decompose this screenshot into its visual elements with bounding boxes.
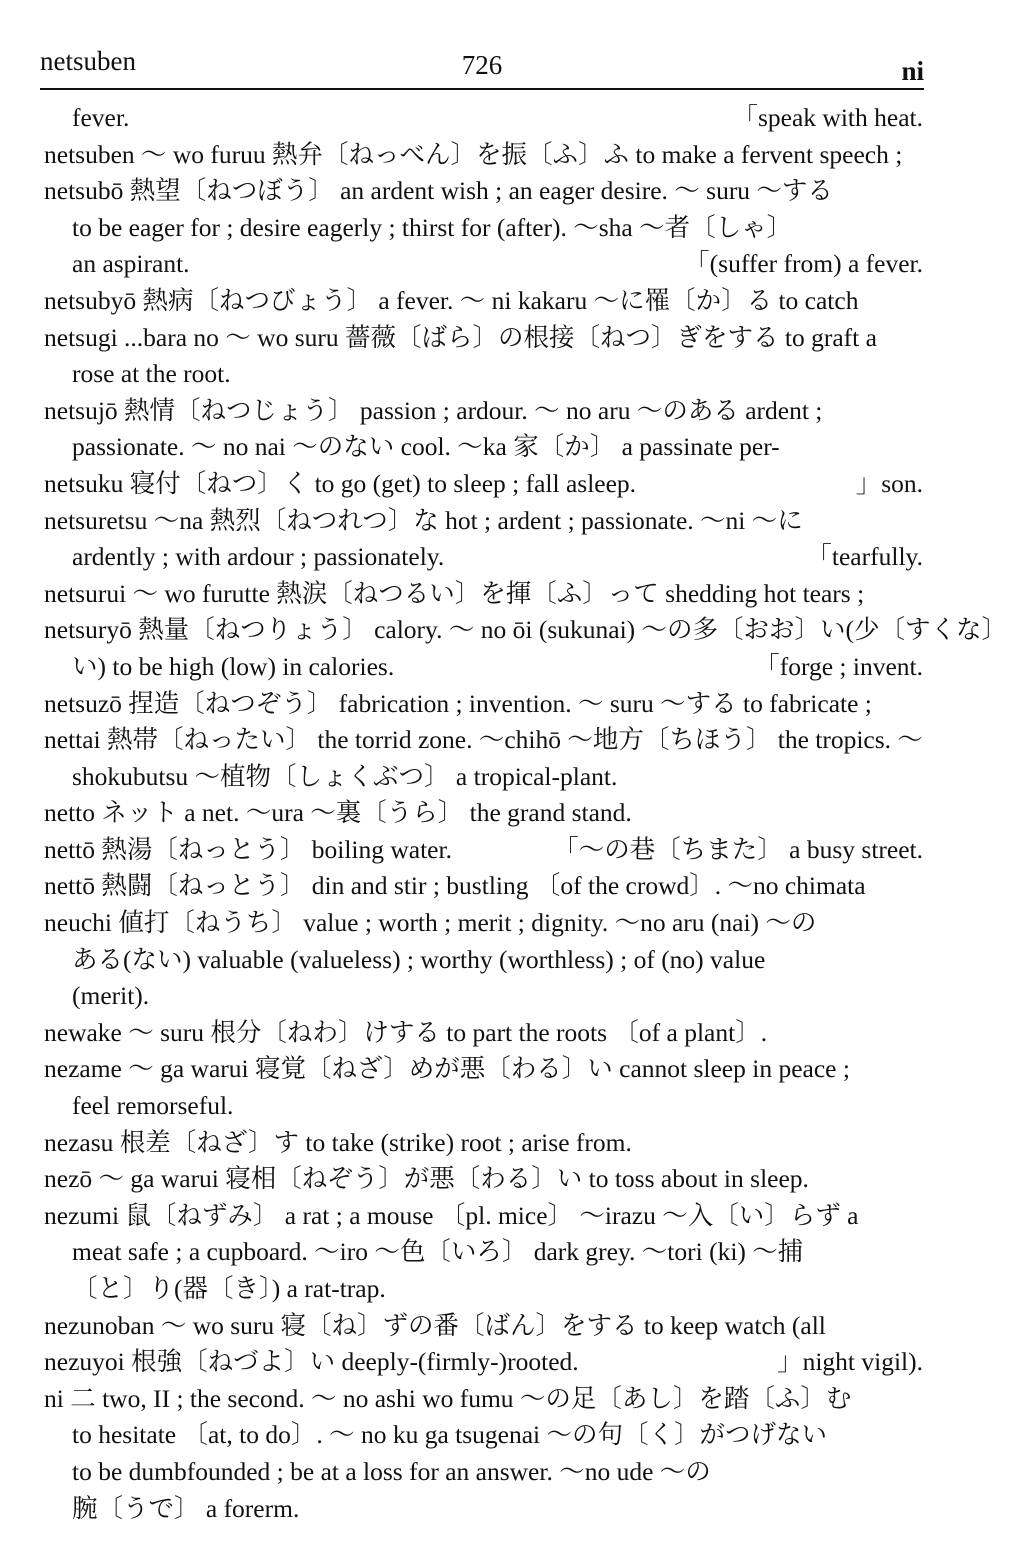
entry-headword-line — [0, 283, 1009, 320]
entry-text: fever. — [72, 103, 130, 132]
entry-headword-line — [0, 722, 1009, 759]
entry-text: 〔と〕り(器〔き〕) a rat-trap. — [72, 1274, 386, 1303]
entry-continuation-line — [0, 978, 1009, 1015]
entry-text: newake 〜 suru 根分〔ねわ〕けする to part the roots 〔of a plant〕. — [44, 1017, 768, 1047]
entry-text: netsuretsu 〜na 熱烈〔ねつれつ〕な hot ; ardent ; passionate. 〜ni 〜に — [44, 505, 803, 535]
entry-headword-line — [0, 612, 1009, 649]
entry-continuation-line — [0, 942, 1009, 979]
entry-text: nettō 熱闘〔ねっとう〕 din and stir ; bustling 〔of the crowd〕. 〜no chimata — [44, 871, 866, 901]
entry-text: rose at the root. — [72, 359, 231, 389]
entry-overflow-note: 」night vigil). — [777, 1347, 923, 1377]
entry-text: 腕〔うで〕 a forerm. — [72, 1493, 300, 1523]
entry-text: netsubō 熱望〔ねつぼう〕 an ardent wish ; an eager desire. 〜 suru 〜する — [44, 176, 833, 206]
entry-overflow-note: 「〜の巷〔ちまた〕 a busy street. — [553, 834, 923, 864]
header-right-guide-word: ni — [901, 56, 924, 86]
entry-headword-line — [0, 905, 1009, 942]
entry-text: an aspirant. — [72, 249, 190, 279]
entry-text: nezame 〜 ga warui 寝覚〔ねざ〕めが悪〔わる〕い cannot sleep in peace ; — [44, 1054, 850, 1084]
entry-text: meat safe ; a cupboard. 〜iro 〜色〔いろ〕 dark grey. 〜tori (ki) 〜捕 — [72, 1237, 804, 1267]
entry-text: netto ネット a net. 〜ura 〜裏〔うら〕 the grand stand. — [44, 798, 632, 828]
entry-text: to be dumbfounded ; be at a loss for an answer. 〜no ude 〜の — [72, 1456, 711, 1486]
entry-headword-line — [0, 173, 1009, 210]
entry-continuation-line — [0, 1491, 1009, 1528]
entry-headword-line — [0, 868, 1009, 905]
entry-headword-line — [0, 320, 1009, 357]
entry-text: netsugi ...bara no 〜 wo suru 薔薇〔ばら〕の根接〔ねつ〕ぎをする to graft a — [44, 322, 877, 352]
entry-headword-line — [0, 503, 1009, 540]
entry-continuation-line — [0, 539, 1009, 576]
entry-continuation-line — [0, 649, 1009, 686]
entry-text: netsuku 寝付〔ねつ〕く to go (get) to sleep ; fall asleep. — [44, 468, 637, 498]
entry-text: nettō 熱湯〔ねっとう〕 boiling water. — [44, 834, 452, 864]
entry-continuation-line — [0, 429, 1009, 466]
entry-text: netsuryō 熱量〔ねつりょう〕 calory. 〜 no ōi (sukunai) 〜の多〔おお〕い(少〔すくな〕 — [44, 615, 1008, 645]
entry-overflow-note: 「(suffer from) a fever. — [684, 249, 923, 279]
entry-overflow-note: 「speak with heat. — [732, 103, 923, 132]
entry-continuation-line — [0, 1271, 1009, 1308]
entry-text: nezumi 鼠〔ねずみ〕 a rat ; a mouse 〔pl. mice〕 〜irazu 〜入〔い〕らず a — [44, 1200, 859, 1230]
entry-text: ある(ない) valuable (valueless) ; worthy (worthless) ; of (no) value — [72, 944, 766, 974]
entry-text: nezuyoi 根強〔ねづよ〕い deeply-(firmly-)rooted. — [44, 1347, 579, 1377]
entry-continuation-line — [0, 1234, 1009, 1271]
entry-headword-line — [0, 1198, 1009, 1235]
entry-continuation-line — [0, 1088, 1009, 1125]
entry-text: ni 二 two, II ; the second. 〜 no ashi wo fumu 〜の足〔あし〕を踏〔ふ〕む — [44, 1383, 852, 1413]
entry-continuation-line — [0, 246, 1009, 283]
entry-text: netsuben 〜 wo furuu 熱弁〔ねっべん〕を振〔ふ〕ふ to make a fervent speech ; — [44, 139, 903, 169]
entry-overflow-note: 「tearfully. — [806, 542, 923, 572]
entry-text: nezō 〜 ga warui 寝相〔ねぞう〕が悪〔わる〕い to toss about in sleep. — [44, 1164, 809, 1194]
entry-lines — [0, 100, 1009, 1527]
entry-text: nettai 熱帯〔ねったい〕 the torrid zone. 〜chihō 〜地方〔ちほう〕 the tropics. 〜 — [44, 725, 923, 755]
entry-headword-line — [0, 576, 1009, 613]
entry-text: (merit). — [72, 981, 150, 1011]
entry-headword-line — [0, 1125, 1009, 1162]
entry-text: い) to be high (low) in calories. — [72, 651, 395, 681]
header-left-guide-word: netsuben — [40, 46, 136, 76]
entry-headword-line — [0, 393, 1009, 430]
entry-text: netsubyō 熱病〔ねつびょう〕 a fever. 〜 ni kakaru 〜に罹〔か〕る to catch — [44, 285, 859, 315]
entry-text: netsujō 熱情〔ねつじょう〕 passion ; ardour. 〜 no aru 〜のある ardent ; — [44, 395, 823, 425]
entry-headword-line — [0, 137, 1009, 174]
entry-continuation-line — [0, 759, 1009, 796]
entry-headword-line — [0, 1344, 1009, 1381]
entry-headword-line — [0, 795, 1009, 832]
entry-continuation-line — [0, 1417, 1009, 1454]
entry-continuation-line — [0, 356, 1009, 393]
entry-headword-line — [0, 1308, 1009, 1345]
entry-text: feel remorseful. — [72, 1091, 234, 1121]
entry-continuation-line — [0, 1454, 1009, 1491]
entry-text: shokubutsu 〜植物〔しょくぶつ〕 a tropical-plant. — [72, 761, 618, 791]
entry-text: netsurui 〜 wo furutte 熱涙〔ねつるい〕を揮〔ふ〕って shedding hot tears ; — [44, 578, 865, 608]
entry-headword-line — [0, 686, 1009, 723]
entry-headword-line — [0, 1161, 1009, 1198]
entry-overflow-note: 」son. — [855, 468, 923, 498]
entry-text: nezasu 根差〔ねざ〕す to take (strike) root ; arise from. — [44, 1127, 632, 1157]
page-header — [40, 42, 924, 90]
entry-continuation-line — [0, 100, 1009, 137]
entry-text: netsuzō 捏造〔ねつぞう〕 fabrication ; invention. 〜 suru 〜する to fabricate ; — [44, 688, 872, 718]
entry-headword-line — [0, 1051, 1009, 1088]
entry-headword-line — [0, 1015, 1009, 1052]
entry-continuation-line — [0, 210, 1009, 247]
entry-text: neuchi 値打〔ねうち〕 value ; worth ; merit ; dignity. 〜no aru (nai) 〜の — [44, 908, 817, 938]
entry-headword-line — [0, 466, 1009, 503]
page-number: 726 — [461, 50, 503, 80]
entry-text: passionate. 〜 no nai 〜のない cool. 〜ka 家〔か〕 a passinate per- — [72, 432, 780, 462]
entry-text: nezunoban 〜 wo suru 寝〔ね〕ずの番〔ばん〕をする to keep watch (all — [44, 1310, 826, 1340]
entry-headword-line — [0, 1381, 1009, 1418]
entry-headword-line — [0, 832, 1009, 869]
entry-text: to be eager for ; desire eagerly ; thirst for (after). 〜sha 〜者〔しゃ〕 — [72, 212, 793, 242]
entry-text: ardently ; with ardour ; passionately. — [72, 542, 445, 572]
entry-text: to hesitate 〔at, to do〕. 〜 no ku ga tsugenai 〜の句〔く〕がつげない — [72, 1420, 828, 1450]
entry-overflow-note: 「forge ; invent. — [754, 651, 923, 681]
